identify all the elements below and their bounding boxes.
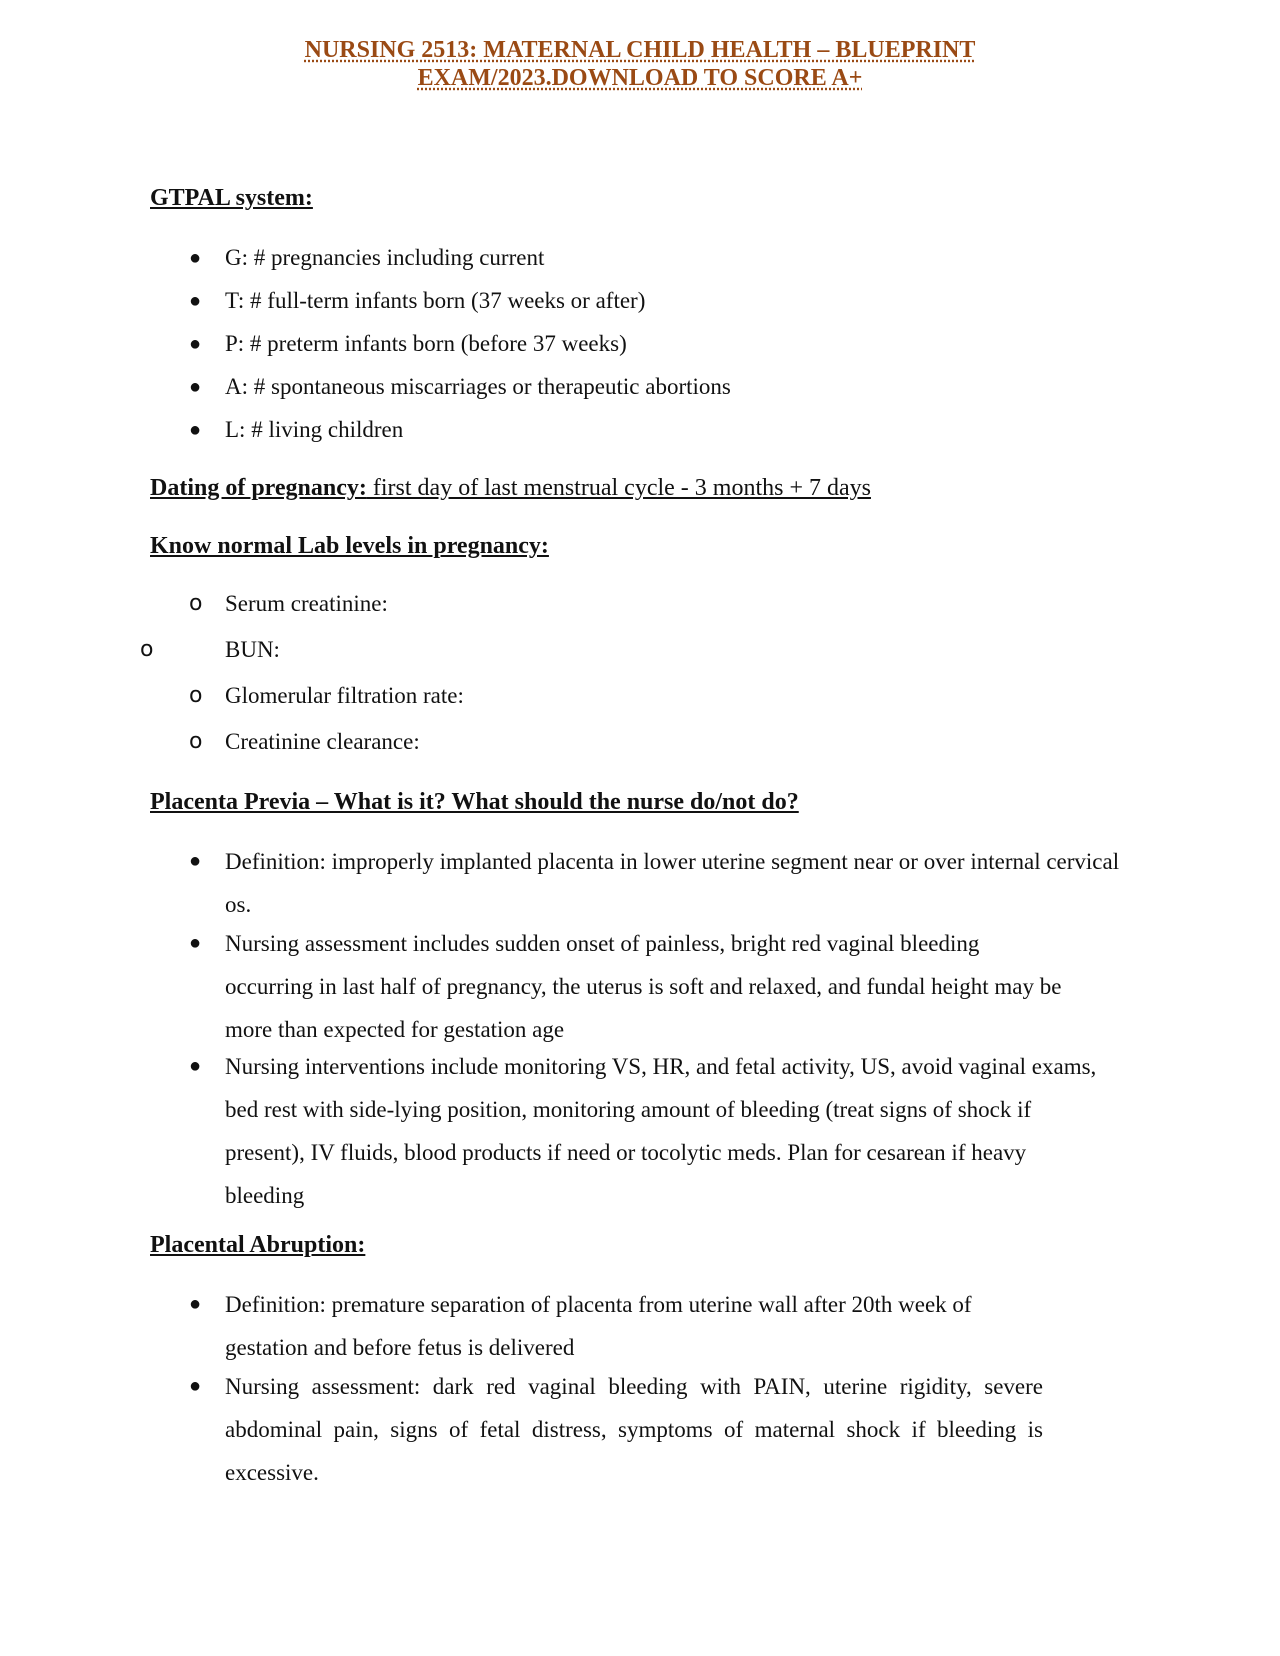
lab-item-serum-creatinine: Serum creatinine: (225, 591, 388, 616)
circle-bullet-icon: o (189, 729, 203, 754)
bullet-icon: ● (189, 1055, 202, 1077)
lab-item-creatinine-clearance: Creatinine clearance: (225, 729, 420, 754)
circle-bullet-icon: o (189, 591, 203, 616)
bullet-icon: ● (189, 932, 202, 954)
gtpal-item-p: P: # preterm infants born (before 37 weeks) (225, 331, 627, 356)
abruption-definition: Definition: premature separation of placenta from uterine wall after 20th week of gestation and before fetus is delivered (225, 1292, 972, 1360)
gtpal-item-t: T: # full-term infants born (37 weeks or after) (225, 288, 646, 313)
circle-bullet-icon: o (140, 637, 154, 662)
dating-text: first day of last menstrual cycle - 3 months + 7 days (366, 475, 871, 501)
bullet-icon: ● (189, 1375, 202, 1397)
previa-interventions: Nursing interventions include monitoring VS, HR, and fetal activity, US, avoid vaginal exams, bed rest with side-lying position, monitoring amount of bleeding (treat signs of shock if present), IV fluids, blood products if need or tocolytic meds. Plan for cesarean if heavy bleeding (225, 1054, 1097, 1208)
abruption-assessment: Nursing assessment: dark red vaginal bleeding with PAIN, uterine rigidity, severe abdominal pain, signs of fetal distress, symptoms of maternal shock if bleeding is excessive. (225, 1374, 1043, 1485)
bullet-icon: ● (189, 376, 202, 398)
gtpal-item-a: A: # spontaneous miscarriages or therapeutic abortions (225, 374, 731, 399)
previa-definition: Definition: improperly implanted placenta in lower uterine segment near or over internal cervical os. (225, 849, 1120, 917)
lab-item-bun: BUN: (225, 637, 280, 662)
bullet-icon: ● (189, 333, 202, 355)
dating-heading: Dating of pregnancy: (150, 475, 367, 501)
lab-item-gfr: Glomerular filtration rate: (225, 683, 464, 708)
circle-bullet-icon: o (189, 683, 203, 708)
bullet-icon: ● (189, 1293, 202, 1315)
bullet-icon: ● (189, 290, 202, 312)
labs-heading: Know normal Lab levels in pregnancy: (150, 533, 549, 559)
document-title-line-1: NURSING 2513: MATERNAL CHILD HEALTH – BLUEPRINT (304, 37, 976, 63)
abruption-heading: Placental Abruption: (150, 1232, 366, 1258)
bullet-icon: ● (189, 247, 202, 269)
gtpal-item-g: G: # pregnancies including current (225, 245, 545, 270)
gtpal-heading: GTPAL system: (150, 185, 313, 211)
previa-heading: Placenta Previa – What is it? What should the nurse do/not do? (150, 789, 799, 815)
previa-assessment: Nursing assessment includes sudden onset of painless, bright red vaginal bleeding occurring in last half of pregnancy, the uterus is soft and relaxed, and fundal height may be more than expected for gestation age (225, 931, 1062, 1042)
dating-line (150, 474, 871, 502)
bullet-icon: ● (189, 850, 202, 872)
gtpal-item-l: L: # living children (225, 417, 404, 442)
document-title-line-2: EXAM/2023.DOWNLOAD TO SCORE A+ (417, 65, 863, 91)
bullet-icon: ● (189, 419, 202, 441)
